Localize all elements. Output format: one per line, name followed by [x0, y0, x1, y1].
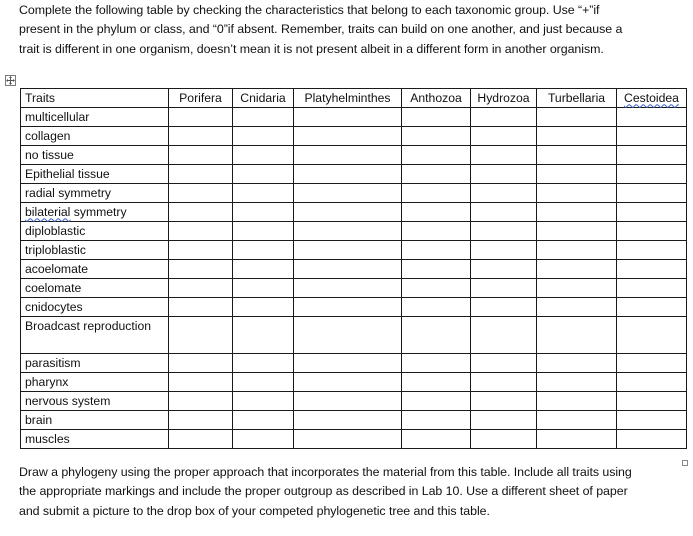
trait-cell[interactable] — [537, 317, 617, 354]
trait-cell[interactable] — [402, 279, 471, 298]
trait-label: radial symmetry — [21, 184, 169, 203]
trait-cell[interactable] — [617, 127, 687, 146]
trait-cell[interactable] — [471, 184, 537, 203]
trait-cell[interactable] — [294, 373, 402, 392]
trait-cell[interactable] — [471, 222, 537, 241]
trait-cell[interactable] — [537, 411, 617, 430]
trait-label: diploblastic — [21, 222, 169, 241]
trait-cell[interactable] — [617, 411, 687, 430]
trait-cell[interactable] — [233, 373, 294, 392]
trait-cell[interactable] — [233, 279, 294, 298]
trait-cell[interactable] — [402, 165, 471, 184]
trait-cell[interactable] — [471, 279, 537, 298]
trait-cell[interactable] — [471, 260, 537, 279]
trait-cell[interactable] — [233, 127, 294, 146]
trait-cell[interactable] — [537, 430, 617, 449]
trait-cell[interactable] — [471, 354, 537, 373]
trait-cell[interactable] — [294, 146, 402, 165]
table-row — [21, 165, 687, 184]
trait-label: pharynx — [21, 373, 169, 392]
trait-label: coelomate — [21, 279, 169, 298]
trait-cell[interactable] — [233, 354, 294, 373]
table-row — [21, 203, 687, 222]
table-row — [21, 317, 687, 354]
trait-cell[interactable] — [402, 392, 471, 411]
trait-cell[interactable] — [169, 127, 233, 146]
trait-label: collagen — [21, 127, 169, 146]
trait-cell[interactable] — [294, 203, 402, 222]
trait-cell[interactable] — [233, 146, 294, 165]
trait-cell[interactable] — [537, 184, 617, 203]
trait-cell[interactable] — [471, 241, 537, 260]
trait-cell[interactable] — [471, 146, 537, 165]
trait-cell[interactable] — [294, 279, 402, 298]
trait-cell[interactable] — [537, 241, 617, 260]
trait-cell[interactable] — [169, 222, 233, 241]
trait-cell[interactable] — [169, 373, 233, 392]
trait-label: brain — [21, 411, 169, 430]
trait-cell[interactable] — [617, 108, 687, 127]
table-row — [21, 298, 687, 317]
trait-cell[interactable] — [402, 373, 471, 392]
trait-cell[interactable] — [617, 260, 687, 279]
trait-cell[interactable] — [294, 184, 402, 203]
trait-cell[interactable] — [233, 165, 294, 184]
trait-cell[interactable] — [402, 108, 471, 127]
trait-cell[interactable] — [617, 373, 687, 392]
trait-cell[interactable] — [169, 411, 233, 430]
trait-label: no tissue — [21, 146, 169, 165]
trait-cell[interactable] — [537, 108, 617, 127]
trait-cell[interactable] — [294, 392, 402, 411]
trait-cell[interactable] — [169, 392, 233, 411]
trait-cell[interactable] — [233, 430, 294, 449]
column-header: Hydrozoa — [471, 89, 537, 108]
trait-cell[interactable] — [617, 430, 687, 449]
trait-cell[interactable] — [617, 354, 687, 373]
trait-cell[interactable] — [402, 354, 471, 373]
trait-cell[interactable] — [402, 430, 471, 449]
trait-cell[interactable] — [471, 165, 537, 184]
trait-cell[interactable] — [471, 430, 537, 449]
trait-cell[interactable] — [471, 203, 537, 222]
column-header: Porifera — [169, 89, 233, 108]
trait-label: Epithelial tissue — [21, 165, 169, 184]
trait-cell[interactable] — [537, 373, 617, 392]
table-resize-handle-icon[interactable] — [682, 460, 688, 466]
trait-cell[interactable] — [537, 127, 617, 146]
column-header: Turbellaria — [537, 89, 617, 108]
trait-cell[interactable] — [233, 203, 294, 222]
trait-label: parasitism — [21, 354, 169, 373]
trait-cell[interactable] — [169, 146, 233, 165]
trait-cell[interactable] — [294, 108, 402, 127]
trait-cell[interactable] — [402, 298, 471, 317]
trait-cell[interactable] — [537, 392, 617, 411]
trait-cell[interactable] — [402, 184, 471, 203]
trait-cell[interactable] — [294, 317, 402, 354]
trait-cell[interactable] — [169, 203, 233, 222]
misspelled-word: bilaterial — [25, 204, 71, 219]
trait-cell[interactable] — [537, 222, 617, 241]
trait-label: cnidocytes — [21, 298, 169, 317]
trait-cell[interactable] — [294, 430, 402, 449]
table-move-handle-icon[interactable] — [5, 75, 16, 86]
trait-label: acoelomate — [21, 260, 169, 279]
trait-cell[interactable] — [294, 354, 402, 373]
trait-cell[interactable] — [471, 108, 537, 127]
trait-cell[interactable] — [294, 241, 402, 260]
trait-cell[interactable] — [294, 222, 402, 241]
table-row — [21, 279, 687, 298]
trait-cell[interactable] — [537, 354, 617, 373]
column-header-label: Cestoidea — [624, 90, 679, 105]
trait-cell[interactable] — [233, 317, 294, 354]
trait-cell[interactable] — [537, 279, 617, 298]
trait-cell[interactable] — [471, 298, 537, 317]
table-row — [21, 373, 687, 392]
column-header — [617, 89, 687, 108]
trait-cell[interactable] — [233, 411, 294, 430]
table-row — [21, 127, 687, 146]
trait-cell[interactable] — [402, 146, 471, 165]
trait-cell[interactable] — [617, 392, 687, 411]
table-row — [21, 260, 687, 279]
header-row — [21, 89, 687, 108]
trait-cell[interactable] — [617, 222, 687, 241]
trait-cell[interactable] — [471, 127, 537, 146]
trait-cell[interactable] — [169, 165, 233, 184]
trait-cell[interactable] — [169, 241, 233, 260]
trait-cell[interactable] — [233, 241, 294, 260]
table-row — [21, 241, 687, 260]
trait-cell[interactable] — [169, 354, 233, 373]
trait-cell[interactable] — [233, 108, 294, 127]
trait-cell[interactable] — [169, 430, 233, 449]
trait-cell[interactable] — [402, 241, 471, 260]
trait-cell[interactable] — [169, 317, 233, 354]
trait-cell[interactable] — [617, 279, 687, 298]
trait-cell[interactable] — [537, 165, 617, 184]
table-row — [21, 392, 687, 411]
trait-cell[interactable] — [294, 165, 402, 184]
trait-cell[interactable] — [537, 203, 617, 222]
trait-cell[interactable] — [402, 127, 471, 146]
trait-cell[interactable] — [402, 222, 471, 241]
trait-label: bilaterial symmetry — [21, 203, 169, 222]
trait-cell[interactable] — [169, 279, 233, 298]
trait-cell[interactable] — [233, 298, 294, 317]
trait-cell[interactable] — [537, 260, 617, 279]
table-row — [21, 108, 687, 127]
table-row — [21, 411, 687, 430]
table-row — [21, 430, 687, 449]
trait-label: triploblastic — [21, 241, 169, 260]
trait-label: muscles — [21, 430, 169, 449]
trait-cell[interactable] — [402, 411, 471, 430]
trait-cell[interactable] — [169, 184, 233, 203]
table-row — [21, 222, 687, 241]
table-row — [21, 146, 687, 165]
trait-label: multicellular — [21, 108, 169, 127]
trait-cell[interactable] — [169, 298, 233, 317]
trait-cell[interactable] — [617, 184, 687, 203]
trait-label: nervous system — [21, 392, 169, 411]
column-header: Platyhelminthes — [294, 89, 402, 108]
trait-cell[interactable] — [617, 241, 687, 260]
trait-cell[interactable] — [402, 317, 471, 354]
trait-cell[interactable] — [617, 165, 687, 184]
traits-table — [20, 88, 687, 449]
trait-cell[interactable] — [169, 108, 233, 127]
trait-cell[interactable] — [294, 260, 402, 279]
trait-cell[interactable] — [617, 203, 687, 222]
trait-cell[interactable] — [402, 260, 471, 279]
column-header: Cnidaria — [233, 89, 294, 108]
trait-cell[interactable] — [537, 146, 617, 165]
trait-cell[interactable] — [617, 298, 687, 317]
trait-cell[interactable] — [233, 184, 294, 203]
corner-header-cell: Traits — [21, 89, 169, 108]
trait-cell[interactable] — [233, 260, 294, 279]
trait-cell[interactable] — [294, 411, 402, 430]
table-row — [21, 354, 687, 373]
trait-cell[interactable] — [471, 373, 537, 392]
trait-cell[interactable] — [537, 298, 617, 317]
phylogeny-instructions-paragraph: Draw a phylogeny using the proper approach that incorporates the material from this table. Include all traits using the appropriate markings and include the proper outgroup as described in Lab 10. Use a different sheet of paper and submit a picture to the drop box of your competed phylogenetic tree and this table. — [19, 465, 632, 518]
trait-cell[interactable] — [471, 317, 537, 354]
trait-cell[interactable] — [294, 127, 402, 146]
column-header: Anthozoa — [402, 89, 471, 108]
instructions-paragraph: Complete the following table by checking the characteristics that belong to each taxonomic group. Use “+”if present in the phylum or class, and “0”if absent. Remember, traits can build on one another, and just because a trait is different in one organism, doesn’t mean it is not present albeit in a different form in another organism. — [19, 3, 623, 56]
table-row — [21, 184, 687, 203]
trait-cell[interactable] — [471, 411, 537, 430]
trait-cell[interactable] — [169, 260, 233, 279]
trait-label: Broadcast reproduction — [21, 317, 169, 354]
trait-cell[interactable] — [617, 317, 687, 354]
trait-cell[interactable] — [402, 203, 471, 222]
trait-cell[interactable] — [471, 392, 537, 411]
trait-cell[interactable] — [617, 146, 687, 165]
trait-cell[interactable] — [233, 392, 294, 411]
trait-cell[interactable] — [294, 298, 402, 317]
trait-cell[interactable] — [233, 222, 294, 241]
